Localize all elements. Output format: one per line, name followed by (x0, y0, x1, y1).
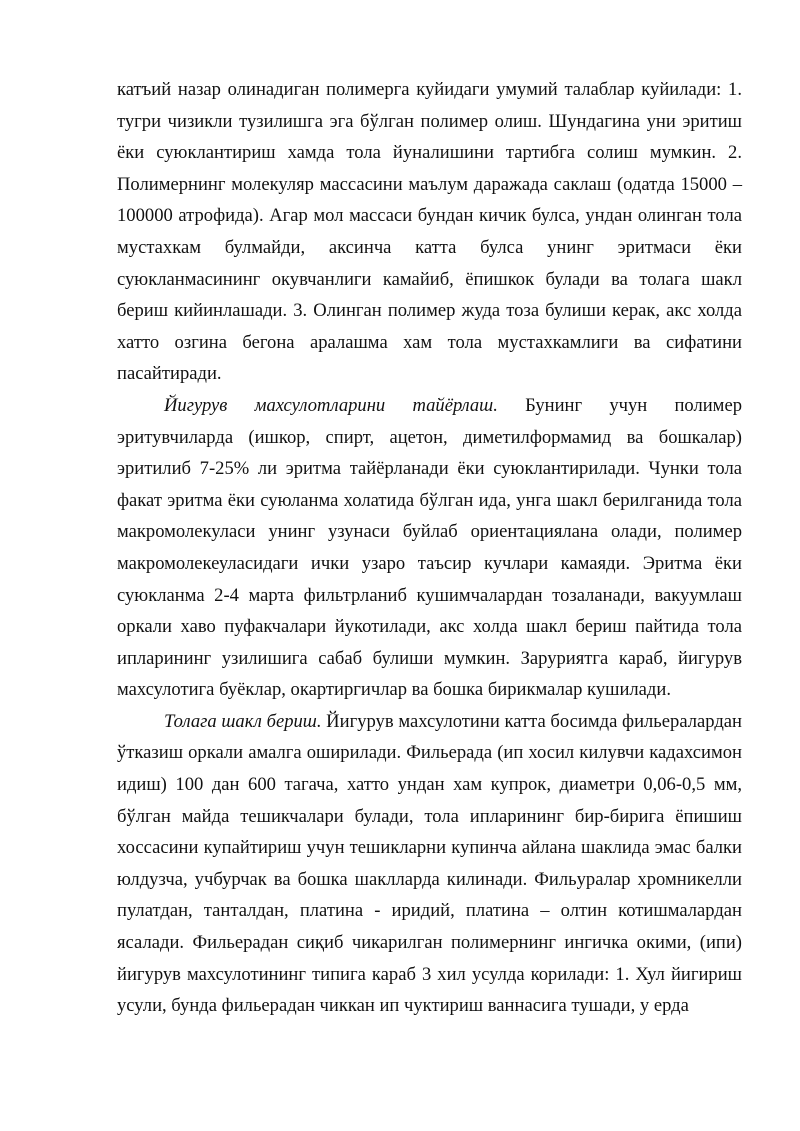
paragraph-text: Бунинг учун полимер эритувчиларда (ишкор, спирт, ацетон, диметилформамид ва бошкалар) эритилиб 7-25% ли эритма тайёрланади ёки суюклантирилади. Чунки тола факат эритма ёки суюланма холатида бўлган ида, унга шакл берилганида тола макромолекуласи унинг узунаси буйлаб ориентациялана олади, полимер макромолекеуласидаги ички узаро таъсир кучлари камаяди. Эритма ёки суюкланма 2-4 марта фильтрланиб кушимчалардан тозаланади, вакуумлаш оркали хаво пуфакчалари йукотилади, акс холда шакл бериш пайтида тола ипларининг узилишига сабаб булиши мумкин. Заруриятга караб, йигурув махсулотига буёклар, окартиргичлар ва бошка бирикмалар кушилади. (117, 394, 742, 701)
document-page (117, 74, 742, 1022)
paragraph-text: катъий назар олинадиган полимерга куйидаги умумий талаблар куйилади: 1. тугри чизикли тузилишга эга бўлган полимер олиш. Шундагина уни эритиш ёки суюклантириш хамда тола йуналишини тартибга солиш мумкин. 2. Полимернинг молекуляр массасини маълум даражада саклаш (одатда 15000 – 100000 атрофида). Агар мол массаси бундан кичик булса, ундан олинган тола мустахкам булмайди, аксинча катта булса унинг эритмаси ёки суюкланмасининг окувчанлиги камайиб, ёпишкок булади ва толага шакл бериш кийинлашади. 3. Олинган полимер жуда тоза булиши керак, акс холда хатто озгина бегона аралашма хам тола мустахкамлиги ва сифатини пасайтиради. (117, 79, 742, 385)
paragraph-text: Йигурув махсулотини катта босимда фильералардан ўтказиш оркали амалга оширилади. Фильерада (ип хосил килувчи кадахсимон идиш) 100 дан 600 тагача, хатто ундан хам купрок, диаметри 0,06-0,5 мм, бўлган майда тешикчалари булади, тола ипларининг бир-бирига ёпишиш хоссасини купайтириш учун тешикларни купинча айлана шаклида эмас балки юлдузча, учбурчак ва бошка шаклларда килинади. Фильуралар хромникелли пулатдан, танталдан, платина - иридий, платина – олтин котишмалардан ясалади. Фильерадан сиқиб чикарилган полимернинг ингичка окими, (ипи) йигурув махсулотининг типига караб 3 хил усулда корилади: 1. Хул йигириш усули, бунда фильерадан чиккан ип чуктириш ваннасига тушади, у ерда (117, 710, 742, 1017)
paragraph-polymer-requirements (117, 74, 742, 390)
section-lead-heading: Йигурув махсулотларини тайёрлаш. (164, 394, 498, 416)
paragraph-spinning-preparation (117, 390, 742, 706)
paragraph-fiber-forming (117, 706, 742, 1022)
section-lead-heading: Толага шакл бериш. (164, 710, 322, 732)
